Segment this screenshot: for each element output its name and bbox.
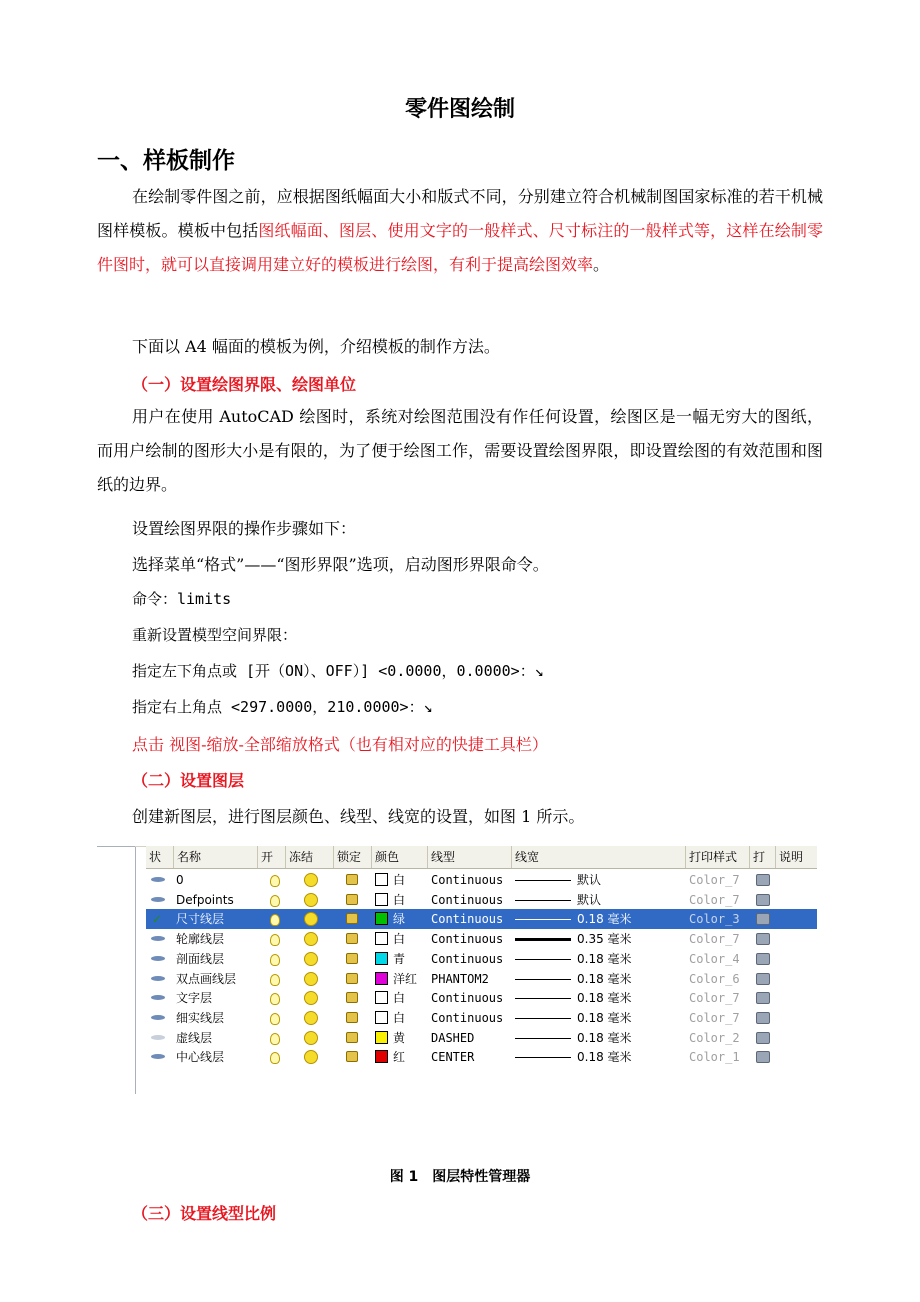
lock-icon[interactable] bbox=[346, 1012, 358, 1023]
printer-icon[interactable] bbox=[756, 973, 770, 985]
paragraph-intro-highlight: 图纸幅面、图层、使用文字的一般样式、尺寸标注的一般样式等，这样在绘制零件图时，就可以直接调用建立好的模板进行绘图，有利于提高绘图效率 bbox=[97, 221, 823, 274]
layer-name[interactable]: 文字层 bbox=[176, 991, 213, 1006]
paragraph-intro bbox=[97, 180, 823, 282]
layer-color[interactable] bbox=[375, 969, 417, 989]
layer-row[interactable] bbox=[146, 870, 817, 890]
layer-linetype[interactable]: Continuous bbox=[431, 991, 504, 1006]
layer-manager bbox=[97, 832, 817, 1094]
lock-icon[interactable] bbox=[346, 973, 358, 984]
layer-status-icon bbox=[151, 995, 165, 1000]
freeze-sun-icon[interactable] bbox=[304, 1031, 318, 1045]
layer-name[interactable]: 细实线层 bbox=[176, 1010, 225, 1025]
printer-icon[interactable] bbox=[756, 933, 770, 945]
printer-icon[interactable] bbox=[756, 874, 770, 886]
layer-lineweight[interactable] bbox=[515, 1047, 632, 1067]
layer-color[interactable] bbox=[375, 870, 405, 890]
color-swatch bbox=[375, 932, 388, 945]
lineweight-value: 0.18 毫米 bbox=[577, 1030, 632, 1045]
layer-plotstyle: Color_7 bbox=[689, 991, 740, 1006]
layer-plotstyle: Color_6 bbox=[689, 971, 740, 986]
lineweight-value: 0.18 毫米 bbox=[577, 991, 632, 1006]
layer-plotstyle: Color_7 bbox=[689, 892, 740, 907]
light-bulb-icon[interactable] bbox=[270, 934, 280, 946]
header-status[interactable]: 状 bbox=[146, 846, 174, 868]
lock-icon[interactable] bbox=[346, 1032, 358, 1043]
lock-icon[interactable] bbox=[346, 933, 358, 944]
layer-lineweight[interactable] bbox=[515, 909, 632, 929]
layer-color[interactable] bbox=[375, 949, 405, 969]
color-name: 白 bbox=[393, 991, 406, 1006]
layer-linetype[interactable]: PHANTOM2 bbox=[431, 971, 489, 986]
layer-color[interactable] bbox=[375, 1008, 405, 1028]
layer-plotstyle: Color_2 bbox=[689, 1030, 740, 1045]
printer-icon[interactable] bbox=[756, 953, 770, 965]
layer-status-icon bbox=[151, 877, 165, 882]
section-heading-1: 一、样板制作 bbox=[97, 148, 235, 174]
color-name: 白 bbox=[393, 1010, 406, 1025]
color-name: 洋红 bbox=[393, 971, 418, 986]
lineweight-value: 默认 bbox=[577, 892, 602, 907]
color-name: 黄 bbox=[393, 1030, 406, 1045]
header-name[interactable]: 名称 bbox=[174, 846, 258, 868]
freeze-sun-icon[interactable] bbox=[304, 952, 318, 966]
color-swatch bbox=[375, 1050, 388, 1063]
lineweight-sample bbox=[515, 959, 571, 960]
lineweight-value: 0.18 毫米 bbox=[577, 912, 632, 927]
lock-icon[interactable] bbox=[346, 874, 358, 885]
layer-lineweight[interactable] bbox=[515, 1008, 632, 1028]
layer-lineweight[interactable] bbox=[515, 949, 632, 969]
header-color[interactable]: 颜色 bbox=[372, 846, 428, 868]
subheading-linetype-scale: （三）设置线型比例 bbox=[132, 1204, 277, 1223]
freeze-sun-icon[interactable] bbox=[304, 972, 318, 986]
page-title: 零件图绘制 bbox=[404, 97, 515, 122]
layer-linetype[interactable]: DASHED bbox=[431, 1030, 475, 1045]
lineweight-sample bbox=[515, 938, 571, 941]
freeze-sun-icon[interactable] bbox=[304, 912, 318, 926]
layer-name[interactable]: 轮廓线层 bbox=[176, 932, 225, 947]
layer-row[interactable] bbox=[146, 969, 817, 989]
lineweight-sample bbox=[515, 900, 571, 901]
layer-status-icon bbox=[151, 1054, 165, 1059]
layer-row[interactable] bbox=[146, 909, 817, 929]
lineweight-sample bbox=[515, 1038, 571, 1039]
layer-name[interactable]: 剖面线层 bbox=[176, 951, 225, 966]
layer-status-icon bbox=[151, 976, 165, 981]
light-bulb-icon[interactable] bbox=[270, 1033, 280, 1045]
command-upper-right: 指定右上角点 <297.0000，210.0000>：↘ bbox=[132, 698, 433, 716]
color-swatch bbox=[375, 873, 388, 886]
layer-row[interactable] bbox=[146, 890, 817, 910]
layer-name[interactable]: 尺寸线层 bbox=[176, 912, 225, 927]
light-bulb-icon[interactable] bbox=[270, 914, 280, 926]
printer-icon[interactable] bbox=[756, 913, 770, 925]
color-name: 绿 bbox=[393, 912, 406, 927]
light-bulb-icon[interactable] bbox=[270, 895, 280, 907]
layer-status-icon bbox=[151, 936, 165, 941]
freeze-sun-icon[interactable] bbox=[304, 893, 318, 907]
lineweight-value: 默认 bbox=[577, 873, 602, 887]
layer-status-icon bbox=[151, 1015, 165, 1020]
layer-lineweight[interactable] bbox=[515, 1028, 632, 1048]
printer-icon[interactable] bbox=[756, 992, 770, 1004]
layer-name[interactable]: 中心线层 bbox=[176, 1050, 225, 1065]
layer-name[interactable]: Defpoints bbox=[176, 892, 234, 907]
color-swatch bbox=[375, 952, 388, 965]
header-on[interactable]: 开 bbox=[258, 846, 286, 868]
layer-plotstyle: Color_3 bbox=[689, 912, 740, 927]
layer-linetype[interactable]: Continuous bbox=[431, 932, 504, 947]
zoom-instruction: 点击 视图-缩放-全部缩放格式（也有相对应的快捷工具栏） bbox=[132, 735, 548, 754]
freeze-sun-icon[interactable] bbox=[304, 873, 318, 887]
freeze-sun-icon[interactable] bbox=[304, 1050, 318, 1064]
paragraph-menu: 选择菜单“格式”——“图形界限”选项，启动图形界限命令。 bbox=[132, 555, 549, 574]
lineweight-value: 0.18 毫米 bbox=[577, 971, 632, 986]
paragraph-autocad: 用户在使用 AutoCAD 绘图时，系统对绘图范围没有作任何设置，绘图区是一幅无穷大的图纸，而用户绘制的图形大小是有限的，为了便于绘图工作，需要设置绘图界限，即设置绘图的有效范围和图纸的边界。 bbox=[97, 407, 823, 494]
command-limits: 命令：limits bbox=[132, 590, 232, 608]
lineweight-value: 0.18 毫米 bbox=[577, 1010, 632, 1025]
paragraph-intro-end: 。 bbox=[593, 255, 610, 274]
layer-row[interactable] bbox=[146, 1008, 817, 1028]
light-bulb-icon[interactable] bbox=[270, 974, 280, 986]
header-plotstyle[interactable]: 打印样式 bbox=[686, 846, 750, 868]
light-bulb-icon[interactable] bbox=[270, 1013, 280, 1025]
layer-plotstyle: Color_7 bbox=[689, 1010, 740, 1025]
lock-icon[interactable] bbox=[346, 913, 358, 924]
lineweight-sample bbox=[515, 1018, 571, 1019]
layer-status-icon bbox=[151, 1035, 165, 1040]
layer-row[interactable] bbox=[146, 1028, 817, 1048]
printer-icon[interactable] bbox=[756, 1051, 770, 1063]
lock-icon[interactable] bbox=[346, 894, 358, 905]
layer-color[interactable] bbox=[375, 929, 405, 949]
color-swatch bbox=[375, 912, 388, 925]
printer-icon[interactable] bbox=[756, 894, 770, 906]
paragraph-steps: 设置绘图界限的操作步骤如下： bbox=[132, 519, 357, 538]
layer-toolbar bbox=[135, 832, 817, 847]
lock-icon[interactable] bbox=[346, 953, 358, 964]
subheading-layers: （二）设置图层 bbox=[132, 771, 245, 790]
lineweight-sample bbox=[515, 880, 571, 881]
layer-lineweight[interactable] bbox=[515, 969, 632, 989]
light-bulb-icon[interactable] bbox=[270, 875, 280, 887]
layer-lineweight[interactable] bbox=[515, 870, 601, 890]
lineweight-value: 0.35 毫米 bbox=[577, 932, 632, 947]
lock-icon[interactable] bbox=[346, 992, 358, 1003]
layer-linetype[interactable]: Continuous bbox=[431, 951, 504, 966]
light-bulb-icon[interactable] bbox=[270, 954, 280, 966]
layer-plotstyle: Color_1 bbox=[689, 1050, 740, 1065]
paragraph-a4: 下面以 A4 幅面的模板为例，介绍模板的制作方法。 bbox=[132, 337, 500, 356]
figure-caption: 图 1 图层特性管理器 bbox=[389, 1169, 531, 1185]
color-name: 青 bbox=[393, 951, 406, 966]
layer-row[interactable] bbox=[146, 949, 817, 969]
printer-icon[interactable] bbox=[756, 1032, 770, 1044]
header-linetype[interactable]: 线型 bbox=[428, 846, 512, 868]
layer-color[interactable] bbox=[375, 1028, 405, 1048]
freeze-sun-icon[interactable] bbox=[304, 932, 318, 946]
layer-plotstyle: Color_7 bbox=[689, 873, 740, 887]
layer-row[interactable] bbox=[146, 1047, 817, 1067]
lineweight-value: 0.18 毫米 bbox=[577, 951, 632, 966]
layer-status-icon bbox=[151, 897, 165, 902]
layer-linetype[interactable]: Continuous bbox=[431, 1010, 504, 1025]
lock-icon[interactable] bbox=[346, 1051, 358, 1062]
header-lineweight[interactable]: 线宽 bbox=[512, 846, 686, 868]
subheading-limits: （一）设置绘图界限、绘图单位 bbox=[132, 375, 357, 394]
command-lower-left: 指定左下角点或 [开（ON）、OFF）] <0.0000，0.0000>：↘ bbox=[132, 662, 544, 680]
header-description[interactable]: 说明 bbox=[779, 850, 804, 864]
freeze-sun-icon[interactable] bbox=[304, 991, 318, 1005]
layer-table-header bbox=[146, 846, 817, 869]
lineweight-value: 0.18 毫米 bbox=[577, 1050, 632, 1065]
color-name: 白 bbox=[393, 932, 406, 947]
color-name: 白 bbox=[393, 873, 406, 887]
layer-lineweight[interactable] bbox=[515, 988, 632, 1008]
layer-linetype[interactable]: CENTER bbox=[431, 1050, 475, 1065]
layer-row[interactable] bbox=[146, 929, 817, 949]
lineweight-sample bbox=[515, 1057, 571, 1058]
layer-status-icon bbox=[151, 956, 165, 961]
color-swatch bbox=[375, 972, 388, 985]
printer-icon[interactable] bbox=[756, 1012, 770, 1024]
header-plot[interactable]: 打 bbox=[750, 846, 776, 868]
layer-linetype[interactable]: Continuous bbox=[431, 912, 504, 927]
light-bulb-icon[interactable] bbox=[270, 993, 280, 1005]
color-swatch bbox=[375, 991, 388, 1004]
lineweight-sample bbox=[515, 998, 571, 999]
layer-color[interactable] bbox=[375, 988, 405, 1008]
header-lock[interactable]: 锁定 bbox=[334, 846, 372, 868]
layer-linetype[interactable]: Continuous bbox=[431, 892, 504, 907]
paragraph-layers: 创建新图层，进行图层颜色、线型、线宽的设置，如图 1 所示。 bbox=[132, 807, 585, 826]
layer-color[interactable] bbox=[375, 909, 405, 929]
color-swatch bbox=[375, 1031, 388, 1044]
color-swatch bbox=[375, 1011, 388, 1024]
color-name: 白 bbox=[393, 892, 406, 907]
header-freeze[interactable]: 冻结 bbox=[286, 846, 334, 868]
lineweight-sample bbox=[515, 919, 571, 920]
layer-name[interactable]: 0 bbox=[176, 873, 184, 887]
color-name: 红 bbox=[393, 1050, 406, 1065]
layer-linetype[interactable]: Continuous bbox=[431, 873, 504, 887]
lineweight-sample bbox=[515, 979, 571, 980]
layer-lineweight[interactable] bbox=[515, 929, 632, 949]
layer-tree-panel bbox=[97, 832, 136, 1094]
layer-plotstyle: Color_4 bbox=[689, 951, 740, 966]
freeze-sun-icon[interactable] bbox=[304, 1011, 318, 1025]
paragraph-intro-text: 在绘制零件图之前，应根据图纸幅面大小和版式不同，分别建立符合机械制图国家标准的若干机械图样模板。模板中包括 bbox=[97, 187, 823, 240]
command-reset: 重新设置模型空间界限： bbox=[132, 626, 298, 644]
layer-name[interactable]: 虚线层 bbox=[176, 1030, 213, 1045]
layer-color[interactable] bbox=[375, 1047, 405, 1067]
light-bulb-icon[interactable] bbox=[270, 1052, 280, 1064]
color-swatch bbox=[375, 893, 388, 906]
layer-color[interactable] bbox=[375, 890, 405, 910]
layer-plotstyle: Color_7 bbox=[689, 932, 740, 947]
layer-name[interactable]: 双点画线层 bbox=[176, 971, 237, 986]
current-layer-check-icon: ✓ bbox=[152, 912, 163, 927]
layer-lineweight[interactable] bbox=[515, 890, 601, 910]
layer-row[interactable] bbox=[146, 988, 817, 1008]
